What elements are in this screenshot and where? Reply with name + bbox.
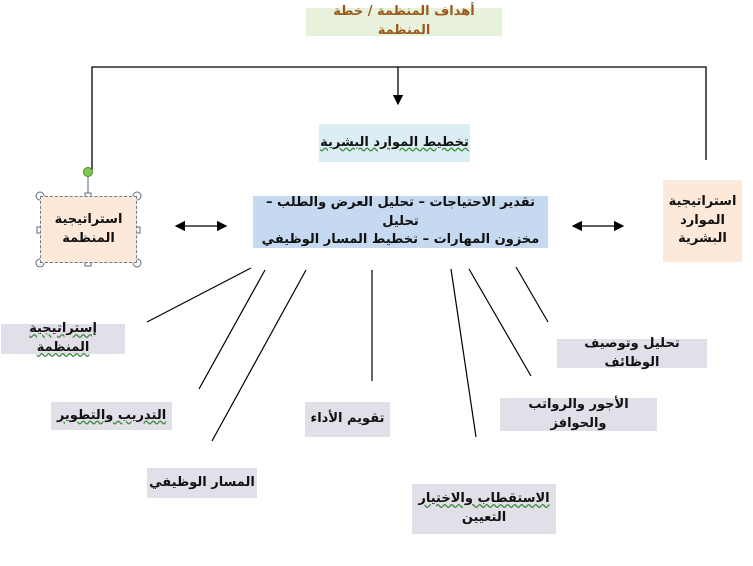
ray-wages xyxy=(469,269,531,376)
hr-strategy-line-1: استراتيجية xyxy=(668,193,737,209)
org-strategy-line-1: استراتيجية xyxy=(54,211,123,227)
item-wages-text: الأجور والرواتب والحوافز xyxy=(528,396,629,431)
item-career-path xyxy=(147,468,257,498)
org-strategy-box[interactable] xyxy=(40,196,137,263)
item-training xyxy=(51,402,172,430)
center-line-1: تقدير الاحتياجات – تحليل العرض والطلب – تحليل xyxy=(265,194,536,229)
item-recruitment xyxy=(412,484,556,534)
item-org-strategy xyxy=(1,321,125,355)
hr-planning-text: تخطيط الموارد البشرية xyxy=(320,134,469,150)
rotate-handle xyxy=(84,168,93,177)
item-wages xyxy=(500,398,657,431)
item-performance xyxy=(305,402,390,437)
item-recruitment-line-1: الاستقطاب والاختيار xyxy=(418,491,550,507)
item-performance-text: تقويم الأداء xyxy=(310,411,385,427)
item-org-strategy-text: إستراتيجية المنظمة xyxy=(29,321,97,355)
center-activities-box xyxy=(253,196,548,248)
ray-job-analysis xyxy=(516,267,548,322)
hr-strategy-line-3: البشرية xyxy=(678,231,727,247)
item-training-text: التدريب والتطوير xyxy=(56,407,167,423)
hr-strategy-box xyxy=(663,180,742,262)
item-career-path-text: المسار الوظيفي xyxy=(149,474,255,490)
hr-strategy-line-2: الموارد xyxy=(680,212,725,228)
item-job-analysis xyxy=(557,335,707,370)
ray-training xyxy=(199,270,265,389)
org-goals-title-text: أهداف المنظمة / خطة المنظمة xyxy=(333,4,475,38)
item-job-analysis-text: تحليل وتوصيف الوظائف xyxy=(584,335,680,370)
ray-recruitment xyxy=(451,269,476,437)
org-goals-title xyxy=(306,4,502,38)
ray-career-path xyxy=(212,270,306,441)
org-strategy-line-2: المنظمة xyxy=(62,230,115,246)
item-recruitment-line-2: التعيين xyxy=(461,510,507,525)
hr-planning-box xyxy=(319,124,470,162)
center-line-2: مخزون المهارات – تخطيط المسار الوظيفي xyxy=(261,232,540,248)
ray-org-strategy xyxy=(147,268,251,322)
